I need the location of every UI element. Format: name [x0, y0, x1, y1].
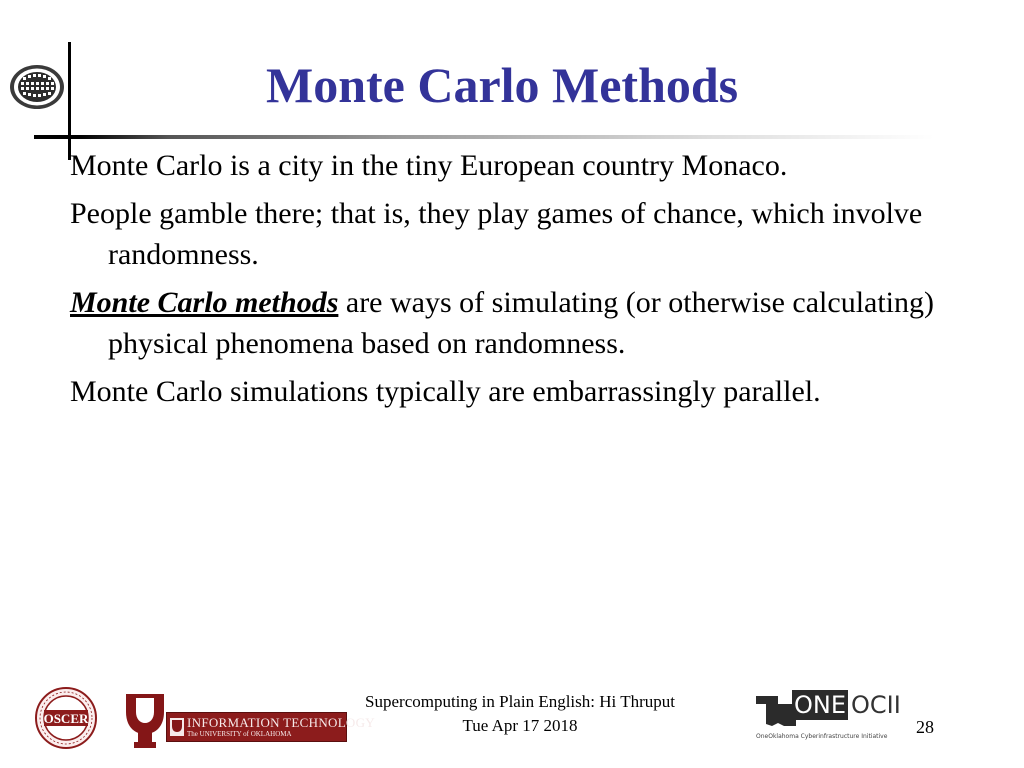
- information-technology-banner: [166, 712, 375, 742]
- emphasis-monte-carlo-methods: Monte Carlo methods: [70, 286, 339, 319]
- footer-date: Tue Apr 17 2018: [462, 716, 578, 735]
- slide-body: [70, 145, 970, 419]
- bullet-gambling: People gamble there; that is, they play games of chance, which involve randomness.: [70, 197, 923, 271]
- oscer-seal-icon: [22, 686, 110, 750]
- bullet-monaco: Monte Carlo is a city in the tiny European country Monaco.: [70, 149, 788, 182]
- ou-mini-logo-icon: [170, 718, 184, 736]
- oneocii-wordmark: [792, 690, 901, 720]
- footer-caption: [330, 690, 710, 738]
- oneocii-tagline: OneOklahoma Cyberinfrastructure Initiative: [756, 733, 888, 740]
- footer-course-title: Supercomputing in Plain English: Hi Thruput: [365, 692, 675, 711]
- bullet-parallel: Monte Carlo simulations typically are embarrassingly parallel.: [70, 375, 821, 408]
- page-number: 28: [916, 717, 934, 737]
- bullet-methods-text: are ways of simulating (or otherwise calculating) physical phenomena based on randomness.: [108, 286, 935, 360]
- oneocii-ocii: OCII: [851, 691, 901, 719]
- oneocii-logo: [754, 690, 901, 746]
- vertical-rule: [68, 42, 71, 160]
- it-banner-subtitle: The UNIVERSITY of OKLAHOMA: [187, 730, 292, 738]
- oneocii-one: ONE: [794, 691, 847, 719]
- ou-logo-icon: [120, 686, 170, 750]
- oscer-label: OSCER: [43, 711, 89, 726]
- horizontal-rule: [34, 135, 934, 139]
- slide-title: Monte Carlo Methods: [266, 57, 739, 113]
- it-banner-title: INFORMATION TECHNOLOGY: [187, 715, 375, 730]
- globe-logo-icon: [8, 62, 66, 112]
- bullet-methods: [70, 282, 970, 364]
